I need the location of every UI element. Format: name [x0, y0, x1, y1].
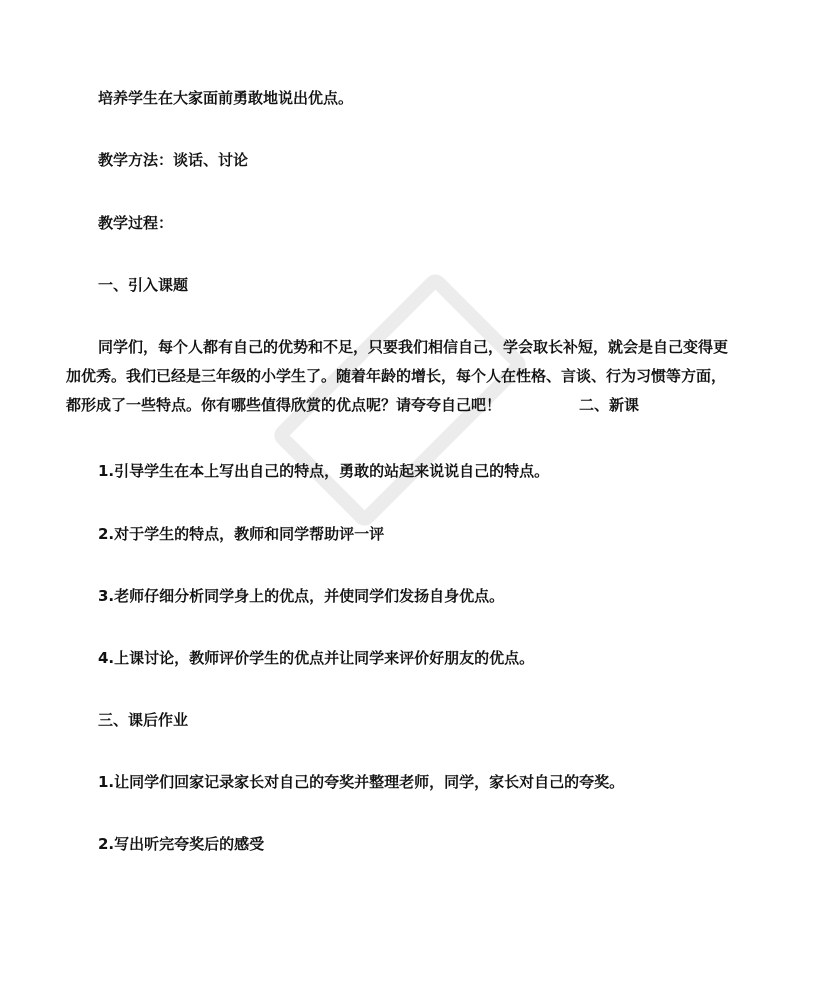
- section-new-lesson-heading: 二、新课: [579, 396, 640, 414]
- intro-paragraph: [66, 333, 778, 420]
- homework-item-2: 2.写出听完夸奖后的感受: [98, 835, 265, 853]
- new-lesson-item-4: 4.上课讨论，教师评价学生的优点并让同学来评价好朋友的优点。: [98, 649, 535, 667]
- teaching-method-line: 教学方法：谈话、讨论: [98, 151, 249, 169]
- section-homework-heading: 三、课后作业: [98, 711, 189, 729]
- section-intro-heading: 一、引入课题: [98, 276, 189, 294]
- objective-line: 培养学生在大家面前勇敢地说出优点。: [98, 89, 354, 107]
- intro-paragraph-line-2: 加优秀。我们已经是三年级的小学生了。随着年龄的增长，每个人在性格、言谈、行为习惯等方面，: [66, 367, 727, 385]
- new-lesson-item-1: 1.引导学生在本上写出自己的特点，勇敢的站起来说说自己的特点。: [98, 462, 550, 480]
- intro-paragraph-line-1: 同学们，每个人都有自己的优势和不足，只要我们相信自己，学会取长补短，就会是自己变得更: [98, 338, 729, 356]
- new-lesson-item-3: 3.老师仔细分析同学身上的优点，并使同学们发扬自身优点。: [98, 587, 505, 605]
- teaching-process-heading: 教学过程：: [98, 214, 174, 232]
- intro-paragraph-line-3-text: 都形成了一些特点。你有哪些值得欣赏的优点呢？请夸夸自己吧！: [66, 396, 502, 414]
- new-lesson-item-2: 2.对于学生的特点，教师和同学帮助评一评: [98, 525, 385, 543]
- intro-paragraph-line-3: [66, 391, 778, 420]
- homework-item-1: 1.让同学们回家记录家长对自己的夸奖并整理老师，同学，家长对自己的夸奖。: [98, 773, 625, 791]
